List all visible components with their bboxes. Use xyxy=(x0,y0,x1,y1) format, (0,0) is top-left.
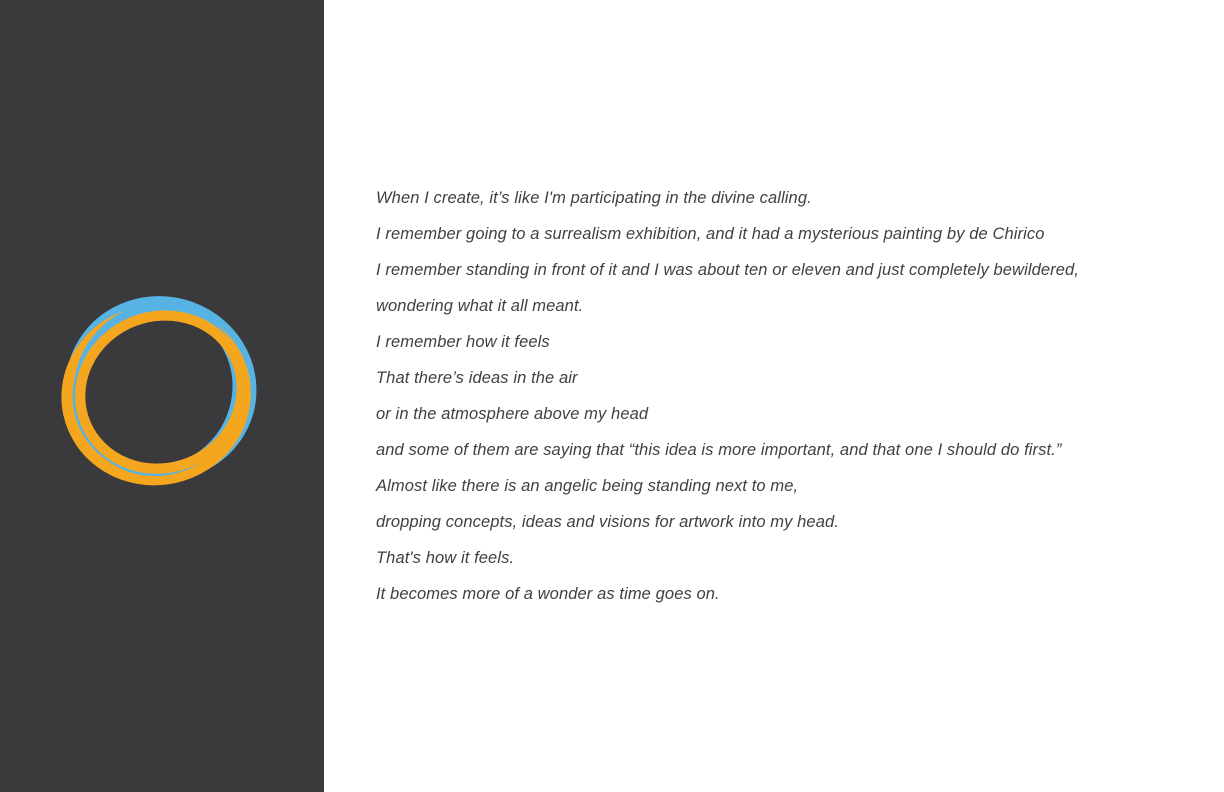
quote-line: I remember standing in front of it and I was about ten or eleven and just completely bewildered, xyxy=(376,261,1079,279)
quote-line: and some of them are saying that “this idea is more important, and that one I should do first.” xyxy=(376,441,1062,459)
quote-line: or in the atmosphere above my head xyxy=(376,405,649,423)
quote-line: That there’s ideas in the air xyxy=(376,369,578,387)
quote-line: I remember going to a surrealism exhibition, and it had a mysterious painting by de Chirico xyxy=(376,225,1045,243)
sidebar xyxy=(0,0,324,792)
quote-line: I remember how it feels xyxy=(376,333,550,351)
quote-line: When I create, it’s like I'm participating in the divine calling. xyxy=(376,189,812,207)
brand-circles-logo-icon xyxy=(60,293,264,497)
quote-panel xyxy=(324,0,1224,792)
quote-line: dropping concepts, ideas and visions for artwork into my head. xyxy=(376,513,839,531)
quote-block xyxy=(376,180,1079,612)
quote-line: wondering what it all meant. xyxy=(376,297,584,315)
quote-line: Almost like there is an angelic being standing next to me, xyxy=(376,477,799,495)
quote-line: It becomes more of a wonder as time goes on. xyxy=(376,585,720,603)
quote-line: That's how it feels. xyxy=(376,549,515,567)
